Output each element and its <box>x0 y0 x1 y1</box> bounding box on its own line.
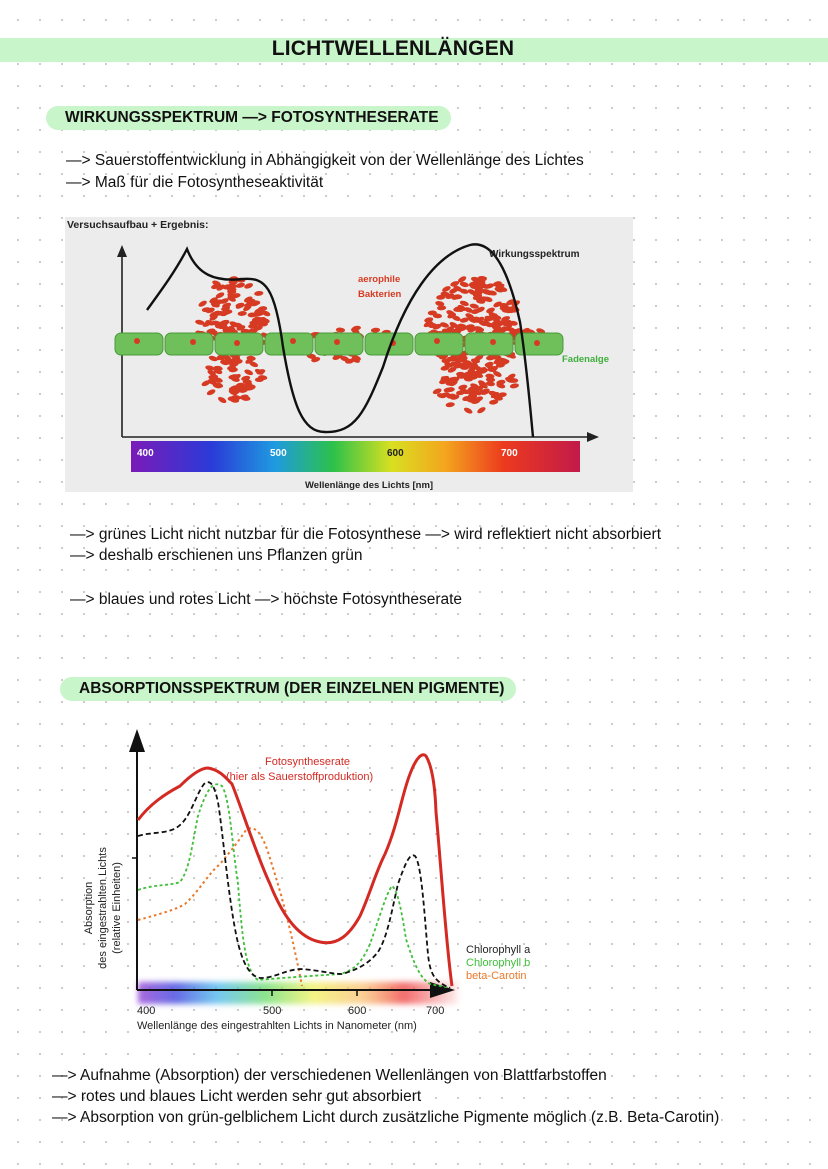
tick2-600: 600 <box>348 1005 367 1017</box>
note-blaues-rotes: —> blaues und rotes Licht —> höchste Fotosyntheserate <box>70 591 463 608</box>
figure-caption: Versuchsaufbau + Ergebnis: <box>67 219 209 231</box>
y-label-2: des eingestrahlten Lichts <box>97 847 109 969</box>
tick-500: 500 <box>270 448 287 459</box>
note-rotes-blaues: —> rotes und blaues Licht werden sehr gut absorbiert <box>52 1088 422 1105</box>
alga-cell <box>415 333 463 355</box>
chlorophyll-a-curve <box>138 782 450 988</box>
section-heading-wirkungsspektrum: WIRKUNGSSPEKTRUM —> FOTOSYNTHESERATE <box>46 106 451 130</box>
bacteria-label-1: aerophile <box>358 274 401 285</box>
bacterium <box>243 282 253 290</box>
section-heading-absorptionsspektrum: ABSORPTIONSSPEKTRUM (DER EINZELNEN PIGMENTE) <box>60 677 516 701</box>
spectrum-bar-2 <box>138 982 458 1004</box>
bacterium <box>254 290 264 296</box>
rate-label-1: Fotosyntheserate <box>265 756 350 768</box>
tick-400: 400 <box>137 448 154 459</box>
tick2-700: 700 <box>426 1005 445 1017</box>
bacterium <box>198 299 208 308</box>
alga-cell <box>265 333 313 355</box>
page-title: LICHTWELLENLÄNGEN <box>271 37 515 60</box>
legend-beta-carotin: beta-Carotin <box>466 970 527 982</box>
note-aufnahme: —> Aufnahme (Absorption) der verschiedenen Wellenlängen von Blattfarbstoffen <box>52 1067 607 1084</box>
alga-dot <box>434 338 440 344</box>
y-label-1: Absorption <box>83 881 95 935</box>
chlorophyll-b-curve <box>138 784 450 988</box>
bacterium <box>463 406 473 414</box>
alga-dot <box>490 339 496 345</box>
note-pflanzen-gruen: —> deshalb erschienen uns Pflanzen grün <box>70 547 363 564</box>
alga-dot <box>234 340 240 346</box>
y-label-3: (relative Einheiten) <box>111 862 123 954</box>
alga-cell <box>165 333 213 355</box>
legend-chlorophyll-b: Chlorophyll b <box>466 957 531 969</box>
note-gruen-gelblich: —> Absorption von grün-gelblichem Licht durch zusätzliche Pigmente möglich (z.B. Beta-Carotin) <box>52 1109 720 1126</box>
x-axis-arrow-icon <box>587 432 599 442</box>
fotosyntheserate-curve <box>138 755 452 986</box>
tick-600: 600 <box>387 448 404 459</box>
bacterium <box>205 365 215 372</box>
algae-label: Fadenalge <box>562 354 609 365</box>
bacterium <box>476 406 486 415</box>
bacterium <box>445 402 455 408</box>
bacterium <box>217 396 227 405</box>
alga-cell <box>115 333 163 355</box>
x-axis-label: Wellenlänge des Lichts [nm] <box>305 480 434 491</box>
tick2-500: 500 <box>263 1005 282 1017</box>
beta-carotin-curve <box>138 828 302 986</box>
tick2-400: 400 <box>137 1005 156 1017</box>
y-axis-arrow-icon <box>117 245 127 257</box>
bacterium <box>244 368 254 376</box>
alga-dot <box>334 339 340 345</box>
figure-wirkungsspektrum <box>65 217 633 492</box>
figure-absorptionsspektrum <box>80 724 560 1042</box>
y-axis-2-arrow-icon <box>129 729 145 752</box>
bullet-sauerstoff: —> Sauerstoffentwicklung in Abhängigkeit von der Wellenlänge des Lichtes <box>66 152 584 169</box>
tick-700: 700 <box>501 448 518 459</box>
bacterium <box>237 311 247 317</box>
alga-dot <box>534 340 540 346</box>
bullet-mass: —> Maß für die Fotosyntheseaktivität <box>66 174 324 191</box>
alga-cell <box>465 333 513 355</box>
alga-dot <box>134 338 140 344</box>
bacteria-label-2: Bakterien <box>358 289 402 300</box>
fadenalge-shape <box>115 333 563 355</box>
bacterium <box>371 327 381 333</box>
bacterium <box>206 388 216 396</box>
alga-dot <box>190 339 196 345</box>
rate-label-2: (hier als Sauerstoffproduktion) <box>226 771 374 783</box>
absorptionsspektrum-svg <box>80 724 560 1042</box>
curve-label: Wirkungsspektrum <box>489 249 580 260</box>
note-gruenes-licht: —> grünes Licht nicht nutzbar für die Fotosynthese —> wird reflektiert nicht absorbiert <box>70 526 662 543</box>
alga-dot <box>290 338 296 344</box>
wirkungsspektrum-svg <box>65 217 633 492</box>
legend-chlorophyll-a: Chlorophyll a <box>466 944 531 956</box>
bacterium <box>442 359 451 364</box>
x-axis-label-2: Wellenlänge des eingestrahlten Lichts in Nanometer (nm) <box>137 1020 417 1032</box>
bacterium <box>509 383 519 389</box>
